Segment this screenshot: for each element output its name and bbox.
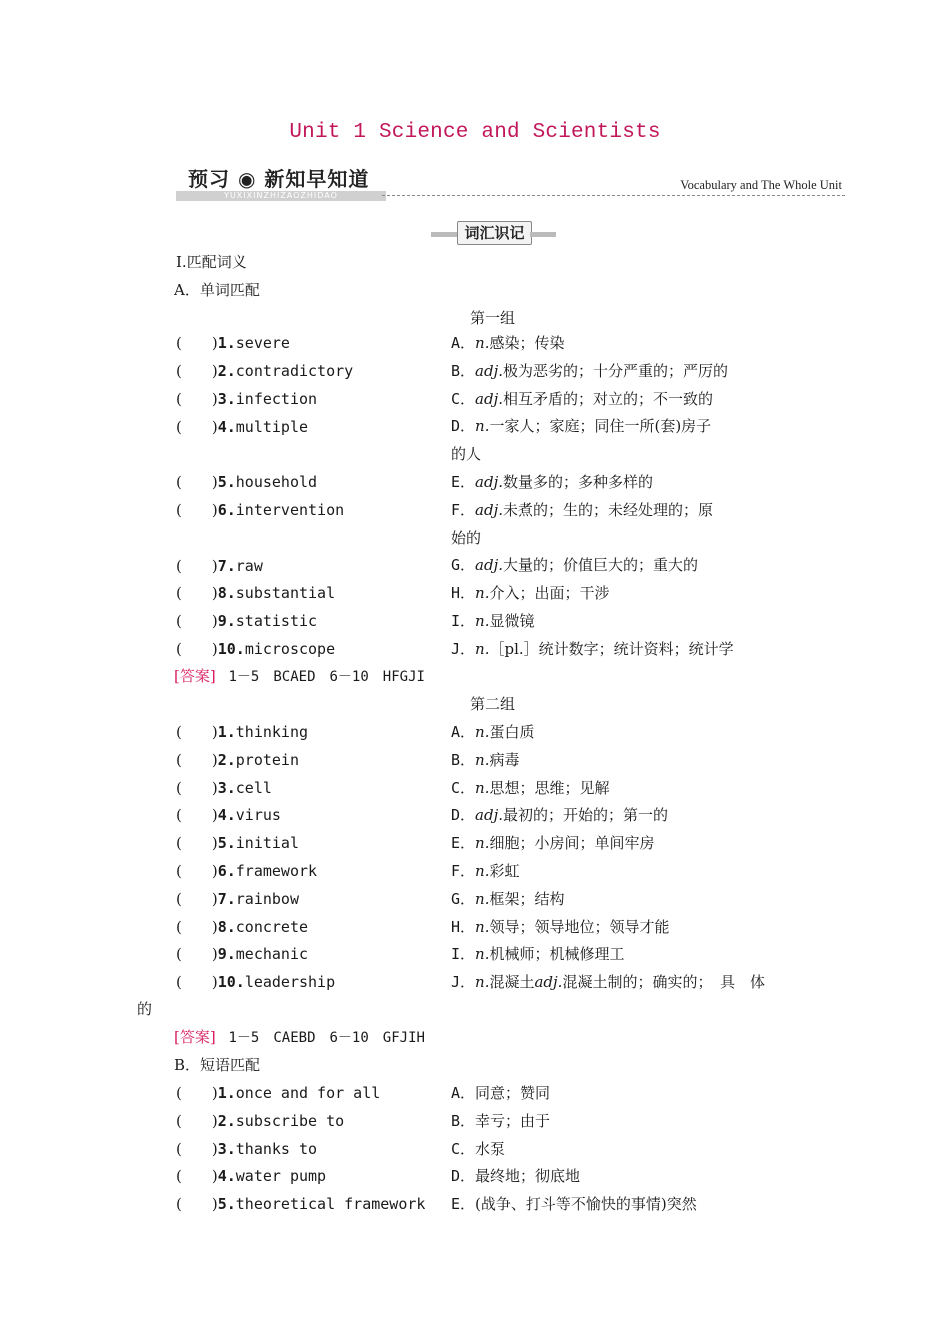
question-number: 9. <box>217 612 236 630</box>
question-word: leadership <box>244 973 336 992</box>
option-row <box>451 1166 580 1186</box>
answer-blank: ( ) <box>176 750 218 769</box>
option-row <box>451 416 711 436</box>
option-pos: n. <box>475 750 490 769</box>
group2-j-wrap: 的 <box>137 1000 153 1018</box>
question-number: 4. <box>217 806 236 825</box>
question-number: 9. <box>217 945 236 964</box>
option-letter: A． <box>451 1084 476 1102</box>
page-title: Unit 1 Science and Scientists <box>289 121 661 144</box>
option-row <box>451 1194 697 1214</box>
question-number: 3. <box>217 1139 236 1158</box>
option-letter: D． <box>451 806 476 825</box>
option-pos: adj. <box>475 473 503 491</box>
question-number: 10. <box>217 640 245 658</box>
option-definition: 显微镜 <box>489 612 535 630</box>
option-letter: E． <box>451 1195 476 1214</box>
question-row <box>176 1083 380 1103</box>
question-row <box>176 1166 326 1186</box>
answer-tag: [答案] <box>174 1028 216 1046</box>
question-row <box>176 611 317 631</box>
option-definition: 框架；结构 <box>489 889 565 908</box>
option-row <box>451 722 534 742</box>
option-row <box>451 917 669 937</box>
question-number: 2. <box>217 750 236 769</box>
question-word: intervention <box>235 501 345 519</box>
option-letter: C． <box>451 778 476 797</box>
part-i-heading: Ⅰ.匹配词义 <box>176 253 247 271</box>
section-header-label: 词汇识记 <box>457 221 532 245</box>
question-row <box>176 417 308 437</box>
option-definition: 最终地；彻底地 <box>475 1167 581 1186</box>
option-row <box>451 611 534 631</box>
question-row <box>176 333 290 353</box>
question-number: 8. <box>217 584 236 602</box>
question-row <box>176 639 335 659</box>
option-row <box>451 639 734 659</box>
option-pos: n. <box>475 945 490 964</box>
option-letter: E． <box>451 473 476 491</box>
option-pos: n. <box>475 889 490 908</box>
answer-blank: ( ) <box>176 862 218 880</box>
answer-blank: ( ) <box>176 834 218 853</box>
preview-banner <box>176 163 386 201</box>
option-letter: D． <box>451 1167 476 1186</box>
option-letter: B． <box>451 750 476 769</box>
option-letter: I． <box>451 945 476 964</box>
answer-blank: ( ) <box>176 584 218 602</box>
question-word: initial <box>235 834 299 853</box>
answer-blank: ( ) <box>176 778 218 797</box>
option-letter: F． <box>451 862 476 880</box>
question-row <box>176 583 335 603</box>
option-pos: adj. <box>475 556 503 575</box>
option-letter: B． <box>451 1111 476 1130</box>
question-word: subscribe to <box>235 1111 345 1130</box>
answer-blank: ( ) <box>176 1195 218 1214</box>
question-row <box>176 722 308 742</box>
question-number: 3. <box>217 778 236 797</box>
option-letter: G． <box>451 889 476 908</box>
option-pos: n. <box>475 834 490 853</box>
answer-blank: ( ) <box>176 1139 218 1158</box>
option-definition: 混凝土 <box>489 973 535 992</box>
option-letter: G． <box>451 556 476 575</box>
group2-answer <box>174 1027 425 1048</box>
question-word: raw <box>235 557 263 575</box>
question-word: rainbow <box>235 889 299 908</box>
question-number: 2. <box>217 1111 236 1130</box>
part-b-heading: B．短语匹配 <box>174 1056 261 1074</box>
answer-text: 1－5 BCAED 6－10 HFGJI <box>228 669 425 685</box>
answer-blank: ( ) <box>176 806 218 825</box>
question-word: thinking <box>235 723 309 741</box>
option-row <box>451 833 654 853</box>
option-row <box>451 778 609 798</box>
option-definition: 细胞；小房间；单间牢房 <box>489 834 655 853</box>
banner-title: 预习 ◉ 新知早知道 <box>188 167 370 191</box>
question-word: cell <box>235 778 272 797</box>
question-row <box>176 361 353 381</box>
option-row <box>451 555 698 575</box>
option-row <box>451 500 713 520</box>
option-row <box>451 528 481 548</box>
question-row <box>176 1139 317 1159</box>
option-pos: n. <box>475 334 490 352</box>
question-row <box>176 861 317 881</box>
section-header <box>431 221 556 243</box>
option-pos: n. <box>475 584 490 603</box>
option-pos: adj. <box>534 973 563 992</box>
answer-blank: ( ) <box>176 640 218 658</box>
question-word: mechanic <box>235 945 309 964</box>
answer-blank: ( ) <box>176 418 218 436</box>
option-definition: 大量的；价值巨大的；重大的 <box>503 556 699 575</box>
question-number: 5. <box>217 473 236 491</box>
question-row <box>176 472 317 492</box>
answer-blank: ( ) <box>176 723 218 741</box>
option-pos: adj. <box>475 361 503 380</box>
answer-blank: ( ) <box>176 390 218 408</box>
option-letter: J． <box>451 639 476 658</box>
question-number: 6. <box>217 501 236 519</box>
option-letter: F． <box>451 500 476 519</box>
question-word: water pump <box>235 1167 327 1186</box>
option-definition: 领导；领导地位；领导才能 <box>489 917 670 936</box>
option-row <box>451 972 765 992</box>
answer-blank: ( ) <box>176 334 218 352</box>
part-a-heading: A．单词匹配 <box>174 281 260 299</box>
section-header-bar-left <box>431 232 457 237</box>
answer-blank: ( ) <box>176 1111 218 1130</box>
answer-blank: ( ) <box>176 473 218 491</box>
section-header-bar-right <box>530 232 556 237</box>
question-word: virus <box>235 806 281 825</box>
question-word: severe <box>235 334 290 352</box>
question-word: infection <box>235 390 318 408</box>
question-word: concrete <box>235 917 309 936</box>
question-row <box>176 1111 344 1131</box>
banner-subtitle: YUXIXINZHIZAOZHIDAO <box>224 191 338 200</box>
question-number: 1. <box>217 723 236 741</box>
option-pos: n. <box>475 917 490 936</box>
option-definition: ［pl.］统计数字；统计资料；统计学 <box>489 639 734 658</box>
answer-blank: ( ) <box>176 501 218 519</box>
question-row <box>176 750 299 770</box>
option-definition: 混凝土制的；确实的； 具 体 <box>562 973 765 992</box>
option-letter: E． <box>451 834 476 853</box>
option-definition: 机械师；机械修理工 <box>489 945 625 964</box>
option-pos: adj. <box>475 389 503 408</box>
question-row <box>176 944 308 964</box>
option-pos: n. <box>475 639 490 658</box>
option-letter: H． <box>451 584 476 603</box>
option-definition: 最初的；开始的；第一的 <box>503 806 669 825</box>
question-number: 8. <box>217 917 236 936</box>
question-word: household <box>235 473 318 491</box>
option-definition: 相互矛盾的；对立的；不一致的 <box>503 389 714 408</box>
option-letter: D． <box>451 417 476 436</box>
question-row <box>176 778 272 798</box>
option-definition: 一家人；家庭；同住一所(套)房子 <box>489 417 712 436</box>
question-number: 3. <box>217 390 236 408</box>
option-row <box>451 444 481 464</box>
option-definition: 介入；出面；干涉 <box>489 584 610 603</box>
question-number: 1. <box>217 1084 236 1102</box>
option-letter: C． <box>451 389 476 408</box>
option-definition: 的人 <box>451 445 482 464</box>
question-number: 7. <box>217 557 236 575</box>
option-definition: 数量多的；多种多样的 <box>503 473 654 491</box>
answer-tag: [答案] <box>174 667 216 685</box>
question-word: thanks to <box>235 1139 318 1158</box>
group1-heading: 第一组 <box>470 309 516 327</box>
option-row <box>451 361 728 381</box>
option-letter: C． <box>451 1139 476 1158</box>
option-definition: 蛋白质 <box>489 723 535 741</box>
option-definition: 水泵 <box>475 1139 506 1158</box>
option-row <box>451 583 609 603</box>
option-letter: J． <box>451 973 476 992</box>
answer-blank: ( ) <box>176 362 218 380</box>
answer-blank: ( ) <box>176 945 218 964</box>
option-letter: H． <box>451 917 476 936</box>
answer-blank: ( ) <box>176 612 218 630</box>
question-number: 6. <box>217 862 236 880</box>
question-word: microscope <box>244 640 336 658</box>
option-definition: 幸亏；由于 <box>475 1111 551 1130</box>
option-pos: n. <box>475 973 490 992</box>
option-definition: 感染；传染 <box>489 334 565 352</box>
option-row <box>451 1139 505 1159</box>
option-row <box>451 805 668 825</box>
question-word: theoretical framework <box>235 1195 426 1214</box>
option-row <box>451 861 519 881</box>
option-row <box>451 889 564 909</box>
option-definition: (战争、打斗等不愉快的事情)突然 <box>475 1195 697 1214</box>
question-number: 2. <box>217 362 236 380</box>
option-definition: 未煮的；生的；未经处理的；原 <box>503 500 714 519</box>
answer-blank: ( ) <box>176 1167 218 1186</box>
option-letter: B． <box>451 361 476 380</box>
answer-blank: ( ) <box>176 557 218 575</box>
option-pos: adj. <box>475 806 503 825</box>
question-word: protein <box>235 750 299 769</box>
option-letter: I． <box>451 612 476 630</box>
question-row <box>176 889 299 909</box>
option-definition: 彩虹 <box>489 862 520 880</box>
option-definition: 思想；思维；见解 <box>489 778 610 797</box>
question-row <box>176 556 263 576</box>
answer-blank: ( ) <box>176 1084 218 1102</box>
question-row <box>176 1194 425 1214</box>
option-pos: n. <box>475 417 490 436</box>
question-word: contradictory <box>235 362 354 380</box>
question-number: 1. <box>217 334 236 352</box>
question-word: multiple <box>235 418 309 436</box>
answer-text: 1－5 CAEBD 6－10 GFJIH <box>228 1030 425 1046</box>
option-pos: n. <box>475 778 490 797</box>
option-row <box>451 333 564 353</box>
question-word: statistic <box>235 612 318 630</box>
group1-answer <box>174 666 425 687</box>
header-divider <box>382 195 845 196</box>
question-number: 4. <box>217 1167 236 1186</box>
option-row <box>451 1083 550 1103</box>
option-definition: 病毒 <box>489 750 520 769</box>
option-pos: n. <box>475 612 490 630</box>
question-row <box>176 972 335 992</box>
question-number: 5. <box>217 1195 236 1214</box>
option-letter: A． <box>451 723 476 741</box>
option-pos: n. <box>475 723 490 741</box>
question-number: 4. <box>217 418 236 436</box>
question-word: framework <box>235 862 318 880</box>
question-number: 5. <box>217 834 236 853</box>
group2-heading: 第二组 <box>470 695 516 713</box>
answer-blank: ( ) <box>176 917 218 936</box>
question-row <box>176 805 281 825</box>
question-row <box>176 500 344 520</box>
question-row <box>176 833 299 853</box>
question-number: 7. <box>217 889 236 908</box>
option-pos: adj. <box>475 500 503 519</box>
option-definition: 同意；赞同 <box>475 1084 551 1102</box>
answer-blank: ( ) <box>176 973 218 992</box>
option-row <box>451 1111 550 1131</box>
option-row <box>451 389 713 409</box>
option-definition: 极为恶劣的；十分严重的；严厉的 <box>503 361 729 380</box>
question-row <box>176 917 308 937</box>
question-word: substantial <box>235 584 336 602</box>
option-letter: A． <box>451 334 476 352</box>
question-word: once and for all <box>235 1084 381 1102</box>
question-row <box>176 389 317 409</box>
option-pos: n. <box>475 862 490 880</box>
option-definition: 始的 <box>451 528 482 547</box>
answer-blank: ( ) <box>176 889 218 908</box>
question-number: 10. <box>217 973 245 992</box>
vocab-note: Vocabulary and The Whole Unit <box>680 178 842 192</box>
option-row <box>451 472 653 492</box>
option-row <box>451 750 519 770</box>
option-row <box>451 944 624 964</box>
